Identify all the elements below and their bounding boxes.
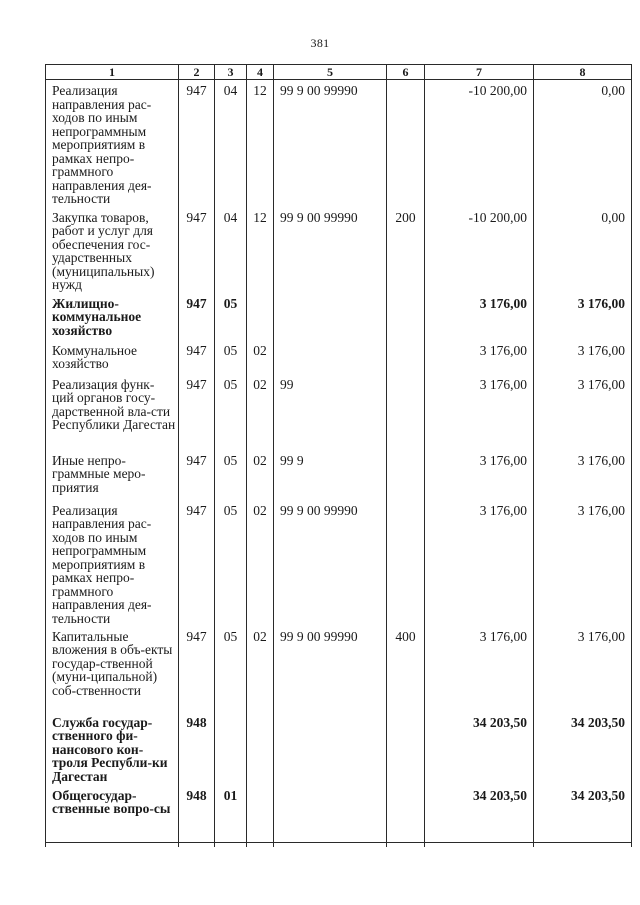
row-col-8-cell: 3 176,00	[534, 450, 632, 500]
row-name-cell: Капитальные вложения в объ-екты государ-ственной (муни-ципальной) соб-ственности	[46, 626, 179, 712]
row-col-4-cell: 02	[247, 626, 274, 712]
row-col-3-cell: 05	[215, 374, 247, 450]
row-col-3-cell: 01	[215, 785, 247, 847]
row-col-6-cell: 400	[387, 626, 425, 712]
row-col-3-cell: 05	[215, 626, 247, 712]
row-col-7-cell: 3 176,00	[425, 450, 534, 500]
row-col-6-cell	[387, 500, 425, 626]
row-col-6-cell: 200	[387, 207, 425, 293]
row-col-4-cell: 02	[247, 450, 274, 500]
row-col-2-cell: 947	[179, 374, 215, 450]
header-col-2: 2	[179, 65, 215, 80]
row-col-6-cell	[387, 293, 425, 340]
budget-table-container	[45, 64, 632, 843]
table-row	[46, 340, 632, 374]
row-name-cell: Реализация направления рас-ходов по иным непрограммным мероприятиям в рамках непро-граммного направления дея-тельности	[46, 80, 179, 207]
row-col-4-cell	[247, 712, 274, 785]
row-name-cell: Закупка товаров, работ и услуг для обеспечения гос-ударственных (муниципальных) нужд	[46, 207, 179, 293]
page-number: 381	[310, 36, 330, 50]
row-col-2-cell: 947	[179, 293, 215, 340]
row-col-2-cell: 947	[179, 500, 215, 626]
row-col-8-cell: 3 176,00	[534, 500, 632, 626]
row-col-8-cell: 0,00	[534, 80, 632, 207]
table-row	[46, 450, 632, 500]
row-col-5-cell: 99 9 00 99990	[274, 80, 387, 207]
table-row	[46, 785, 632, 847]
row-col-5-cell: 99 9 00 99990	[274, 207, 387, 293]
header-row	[46, 65, 632, 80]
row-col-6-cell	[387, 450, 425, 500]
row-col-3-cell: 05	[215, 293, 247, 340]
row-col-7-cell: 3 176,00	[425, 293, 534, 340]
row-col-2-cell: 947	[179, 80, 215, 207]
row-name-cell: Служба государ-ственного фи-нансового кон-троля Республи-ки Дагестан	[46, 712, 179, 785]
row-col-7-cell: 3 176,00	[425, 374, 534, 450]
row-col-3-cell	[215, 712, 247, 785]
row-col-5-cell: 99 9 00 99990	[274, 500, 387, 626]
header-col-5: 5	[274, 65, 387, 80]
row-col-4-cell	[247, 785, 274, 847]
table-row	[46, 374, 632, 450]
row-col-4-cell	[247, 293, 274, 340]
row-col-6-cell	[387, 785, 425, 847]
row-col-3-cell: 05	[215, 340, 247, 374]
table-row	[46, 626, 632, 712]
header-col-8: 8	[534, 65, 632, 80]
row-col-2-cell: 947	[179, 450, 215, 500]
header-col-4: 4	[247, 65, 274, 80]
row-col-2-cell: 948	[179, 712, 215, 785]
row-col-3-cell: 05	[215, 500, 247, 626]
row-col-8-cell: 0,00	[534, 207, 632, 293]
table-body	[46, 80, 632, 847]
table-row	[46, 712, 632, 785]
row-col-3-cell: 04	[215, 80, 247, 207]
row-col-2-cell: 947	[179, 340, 215, 374]
row-col-3-cell: 04	[215, 207, 247, 293]
budget-table	[45, 64, 632, 847]
row-col-5-cell	[274, 785, 387, 847]
row-col-7-cell: -10 200,00	[425, 207, 534, 293]
row-col-5-cell: 99 9 00 99990	[274, 626, 387, 712]
row-col-6-cell	[387, 712, 425, 785]
row-col-7-cell: 3 176,00	[425, 340, 534, 374]
row-col-7-cell: 3 176,00	[425, 626, 534, 712]
table-row	[46, 80, 632, 207]
row-col-5-cell: 99	[274, 374, 387, 450]
row-col-7-cell: 34 203,50	[425, 712, 534, 785]
row-name-cell: Реализация функ-ций органов госу-дарственной вла-сти Республики Дагестан	[46, 374, 179, 450]
row-col-6-cell	[387, 80, 425, 207]
row-col-7-cell: -10 200,00	[425, 80, 534, 207]
row-col-7-cell: 3 176,00	[425, 500, 534, 626]
table-row	[46, 500, 632, 626]
row-col-5-cell	[274, 340, 387, 374]
row-col-4-cell: 02	[247, 340, 274, 374]
row-col-8-cell: 3 176,00	[534, 293, 632, 340]
row-name-cell: Реализация направления рас-ходов по иным непрограммным мероприятиям в рамках непро-граммного направления дея-тельности	[46, 500, 179, 626]
row-col-5-cell	[274, 293, 387, 340]
row-name-cell: Иные непро-граммные меро-приятия	[46, 450, 179, 500]
row-col-8-cell: 3 176,00	[534, 626, 632, 712]
header-col-3: 3	[215, 65, 247, 80]
row-col-5-cell: 99 9	[274, 450, 387, 500]
header-col-6: 6	[387, 65, 425, 80]
row-col-8-cell: 3 176,00	[534, 374, 632, 450]
row-col-2-cell: 947	[179, 207, 215, 293]
row-name-cell: Коммунальное хозяйство	[46, 340, 179, 374]
row-name-cell: Жилищно-коммунальное хозяйство	[46, 293, 179, 340]
header-col-7: 7	[425, 65, 534, 80]
row-col-7-cell: 34 203,50	[425, 785, 534, 847]
row-col-8-cell: 3 176,00	[534, 340, 632, 374]
table-row	[46, 293, 632, 340]
row-name-cell: Общегосудар-ственные вопро-сы	[46, 785, 179, 847]
row-col-4-cell: 12	[247, 207, 274, 293]
row-col-2-cell: 948	[179, 785, 215, 847]
header-col-1: 1	[46, 65, 179, 80]
table-row	[46, 207, 632, 293]
row-col-6-cell	[387, 340, 425, 374]
row-col-4-cell: 02	[247, 500, 274, 626]
row-col-2-cell: 947	[179, 626, 215, 712]
row-col-8-cell: 34 203,50	[534, 785, 632, 847]
row-col-3-cell: 05	[215, 450, 247, 500]
row-col-6-cell	[387, 374, 425, 450]
row-col-5-cell	[274, 712, 387, 785]
row-col-4-cell: 12	[247, 80, 274, 207]
row-col-4-cell: 02	[247, 374, 274, 450]
row-col-8-cell: 34 203,50	[534, 712, 632, 785]
